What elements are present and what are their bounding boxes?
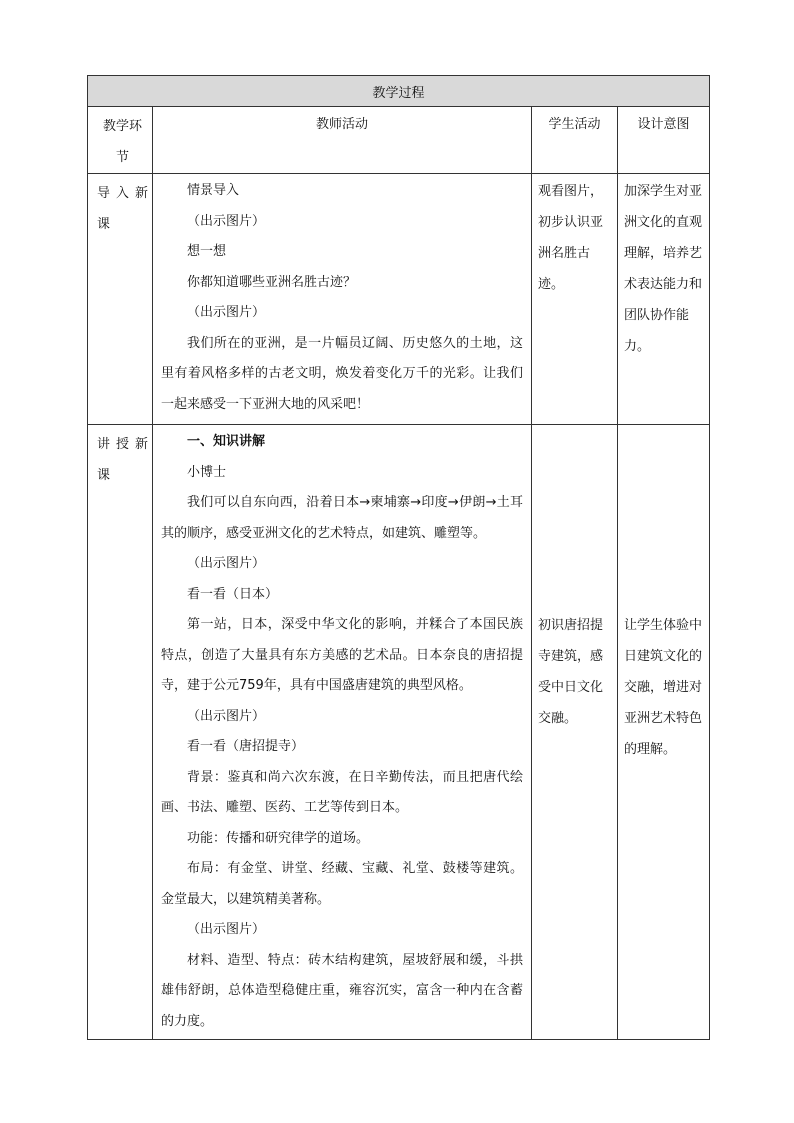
teacher-activity-cell	[153, 425, 532, 1040]
header-stage-line1: 教学环	[102, 119, 142, 134]
table-title: 教学过程	[88, 76, 710, 107]
lesson-process-table	[87, 75, 710, 1040]
table-header-row	[88, 107, 710, 174]
student-activity-cell: 初识唐招提寺建筑，感受中日文化交融。	[532, 425, 618, 1040]
teacher-text: （出示图片）	[187, 708, 266, 724]
teacher-text: 我们可以自东向西，沿着日本→柬埔寨→印度→伊朗→土耳其的顺序，感受亚洲文化的艺术特点，如建筑、雕塑等。	[161, 495, 523, 541]
teacher-text: 布局：有金堂、讲堂、经藏、宝藏、礼堂、鼓楼等建筑。金堂最大，以建筑精美著称。	[161, 861, 523, 907]
teacher-text: （出示图片）	[187, 556, 266, 571]
teacher-text: （出示图片）	[187, 922, 266, 937]
section-heading: 一、知识讲解	[187, 434, 266, 449]
teacher-text: （出示图片）	[187, 305, 266, 320]
table-row-lecture	[88, 425, 710, 1040]
header-stage	[88, 107, 153, 174]
stage-line2: 课	[97, 468, 111, 483]
table-title-row	[88, 76, 710, 107]
design-intent-cell: 让学生体验中日建筑文化的交融，增进对亚洲艺术特色的理解。	[618, 425, 710, 1040]
header-student: 学生活动	[532, 107, 618, 174]
teacher-text: 背景：鉴真和尚六次东渡，在日辛勤传法，而且把唐代绘画、书法、雕塑、医药、工艺等传到日本。	[161, 769, 523, 815]
teacher-activity-cell	[153, 174, 532, 425]
teacher-text: 材料、造型、特点：砖木结构建筑，屋坡舒展和缓，斗拱雄伟舒朗，总体造型稳健庄重，雍容沉实，富含一种内在含蓄的力度。	[161, 952, 523, 1029]
stage-line1: 导入新	[97, 186, 148, 201]
stage-line1: 讲授新	[97, 437, 148, 452]
student-activity-cell: 观看图片，初步认识亚洲名胜古迹。	[532, 174, 618, 425]
teacher-text: 我们所在的亚洲，是一片幅员辽阔、历史悠久的土地，这里有着风格多样的古老文明，焕发着变化万千的光彩。让我们一起来感受一下亚洲大地的风采吧！	[161, 335, 523, 412]
header-stage-line2: 节	[115, 150, 129, 165]
header-design: 设计意图	[618, 107, 710, 174]
table-row-intro	[88, 174, 710, 425]
teacher-text: 小博士	[187, 464, 227, 480]
teacher-text: 想一想	[187, 244, 227, 259]
stage-cell	[88, 425, 153, 1040]
teacher-text: 第一站，日本，深受中华文化的影响，并糅合了本国民族特点，创造了大量具有东方美感的艺术品。日本奈良的唐招提寺，建于公元759年，具有中国盛唐建筑的典型风格。	[161, 617, 523, 693]
teacher-text: （出示图片）	[187, 213, 266, 229]
teacher-text: 功能：传播和研究律学的道场。	[187, 830, 370, 846]
header-teacher: 教师活动	[153, 107, 532, 174]
stage-cell	[88, 174, 153, 425]
teacher-text: 情景导入	[187, 183, 240, 198]
teacher-text: 看一看（日本）	[187, 586, 279, 602]
stage-line2: 课	[97, 217, 111, 232]
teacher-text: 你都知道哪些亚洲名胜古迹？	[187, 274, 357, 290]
teacher-text: 看一看（唐招提寺）	[187, 739, 305, 754]
design-intent-cell: 加深学生对亚洲文化的直观理解，培养艺术表达能力和团队协作能力。	[618, 174, 710, 425]
